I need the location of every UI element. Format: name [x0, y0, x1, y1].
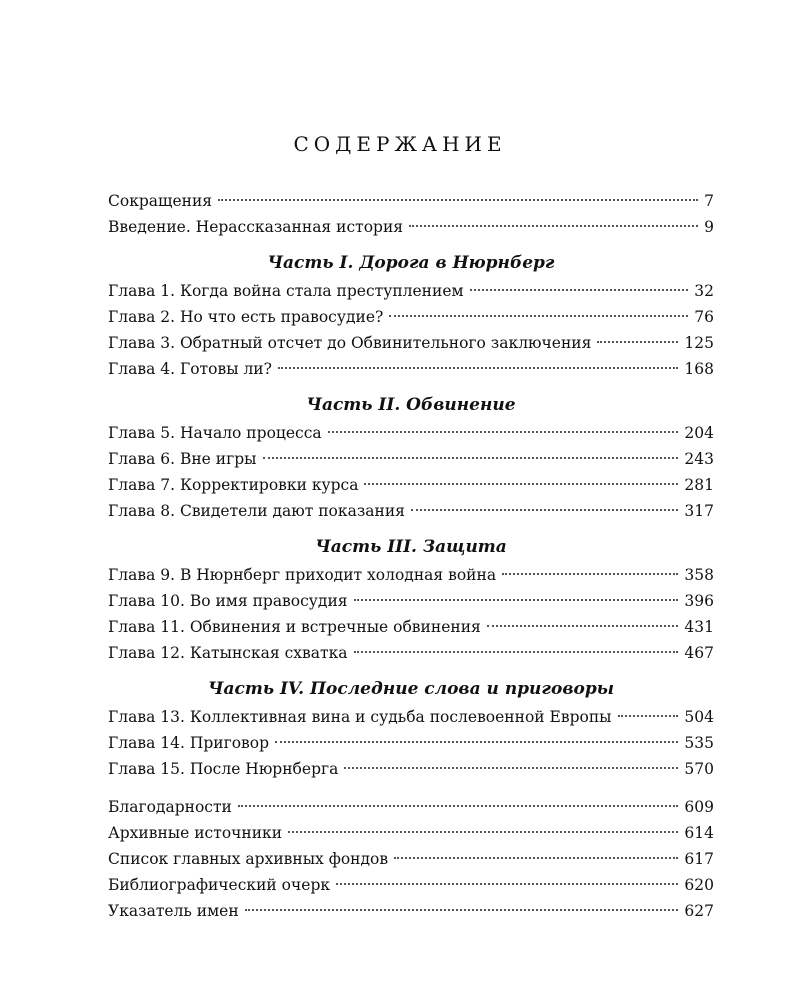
entry-label: Глава 8. Свидетели дают показания: [108, 502, 405, 520]
entry-label: Глава 11. Обвинения и встречные обвинения: [108, 618, 481, 636]
entry-label: Глава 4. Готовы ли?: [108, 360, 272, 378]
toc-entry-chapter-6[interactable]: [108, 446, 714, 472]
toc-entry-chapter-5[interactable]: [108, 420, 714, 446]
entry-page: 614: [684, 824, 714, 842]
entry-page: 168: [684, 360, 714, 378]
entry-page: 620: [684, 876, 714, 894]
entry-label: Сокращения: [108, 192, 213, 210]
toc-entry-introduction[interactable]: [108, 214, 714, 240]
dot-leader: [328, 431, 679, 433]
dot-leader: [470, 289, 689, 291]
toc-entry-chapter-15[interactable]: [108, 756, 714, 782]
dot-leader: [278, 367, 678, 369]
entry-page: 504: [684, 708, 714, 726]
toc-entry-chapter-7[interactable]: [108, 472, 714, 498]
toc-entry-chapter-3[interactable]: [108, 330, 714, 356]
entry-label: Благодарности: [108, 798, 232, 816]
entry-label: Глава 3. Обратный отсчет до Обвинительного заключения: [108, 334, 592, 352]
toc-entry-chapter-10[interactable]: [108, 588, 714, 614]
dot-leader: [364, 483, 678, 485]
dot-leader: [275, 741, 678, 743]
dot-leader: [389, 315, 688, 317]
toc-entry-chapter-11[interactable]: [108, 614, 714, 640]
toc-entry-bibliography[interactable]: [108, 872, 714, 898]
toc-entry-chapter-4[interactable]: [108, 356, 714, 382]
toc-entry-abbreviations[interactable]: [108, 188, 714, 214]
entry-label: Указатель имен: [108, 902, 239, 920]
toc-entry-chapter-12[interactable]: [108, 640, 714, 666]
entry-page: 7: [704, 192, 714, 210]
toc-entry-chapter-13[interactable]: [108, 704, 714, 730]
entry-label: Глава 7. Корректировки курса: [108, 476, 359, 494]
part-heading-3: Часть III. Защита: [315, 537, 507, 557]
toc-entry-chapter-9[interactable]: [108, 562, 714, 588]
entry-page: 535: [684, 734, 714, 752]
entry-page: 281: [684, 476, 714, 494]
dot-leader: [288, 831, 678, 833]
dot-leader: [487, 625, 679, 627]
dot-leader: [411, 509, 678, 511]
entry-page: 627: [684, 902, 714, 920]
dot-leader: [218, 199, 698, 201]
entry-page: 609: [684, 798, 714, 816]
entry-label: Глава 15. После Нюрнберга: [108, 760, 339, 778]
entry-label: Библиографический очерк: [108, 876, 331, 894]
dot-leader: [354, 599, 679, 601]
entry-label: Глава 1. Когда война стала преступлением: [108, 282, 464, 300]
entry-label: Глава 10. Во имя правосудия: [108, 592, 348, 610]
entry-label: Глава 6. Вне игры: [108, 450, 257, 468]
entry-page: 617: [684, 850, 714, 868]
table-of-contents: [108, 188, 714, 924]
entry-label: Глава 5. Начало процесса: [108, 424, 322, 442]
part-heading-1: Часть I. Дорога в Нюрнберг: [267, 253, 555, 273]
entry-page: 467: [684, 644, 714, 662]
dot-leader: [336, 883, 678, 885]
page-title: СОДЕРЖАНИЕ: [293, 132, 507, 156]
dot-leader: [618, 715, 679, 717]
toc-entry-chapter-2[interactable]: [108, 304, 714, 330]
dot-leader: [409, 225, 698, 227]
entry-page: 9: [704, 218, 714, 236]
entry-label: Глава 2. Но что есть правосудие?: [108, 308, 384, 326]
dot-leader: [502, 573, 678, 575]
entry-label: Глава 9. В Нюрнберг приходит холодная война: [108, 566, 497, 584]
toc-entry-chapter-8[interactable]: [108, 498, 714, 524]
entry-page: 204: [684, 424, 714, 442]
section-spacer: [108, 782, 714, 794]
entry-label: Глава 14. Приговор: [108, 734, 270, 752]
dot-leader: [263, 457, 679, 459]
entry-page: 32: [694, 282, 714, 300]
part-heading-2: Часть II. Обвинение: [306, 395, 516, 415]
toc-entry-chapter-1[interactable]: [108, 278, 714, 304]
dot-leader: [394, 857, 678, 859]
dot-leader: [344, 767, 678, 769]
toc-entry-archival-fonds[interactable]: [108, 846, 714, 872]
toc-entry-acknowledgements[interactable]: [108, 794, 714, 820]
entry-label: Глава 13. Коллективная вина и судьба послевоенной Европы: [108, 708, 612, 726]
entry-page: 570: [684, 760, 714, 778]
dot-leader: [245, 909, 679, 911]
entry-page: 317: [684, 502, 714, 520]
dot-leader: [597, 341, 678, 343]
entry-label: Архивные источники: [108, 824, 283, 842]
entry-label: Список главных архивных фондов: [108, 850, 389, 868]
dot-leader: [354, 651, 679, 653]
dot-leader: [238, 805, 679, 807]
part-heading-4: Часть IV. Последние слова и приговоры: [207, 679, 615, 699]
entry-page: 358: [684, 566, 714, 584]
entry-label: Глава 12. Катынская схватка: [108, 644, 348, 662]
toc-entry-archival-sources[interactable]: [108, 820, 714, 846]
toc-entry-name-index[interactable]: [108, 898, 714, 924]
toc-entry-chapter-14[interactable]: [108, 730, 714, 756]
entry-page: 125: [684, 334, 714, 352]
entry-page: 431: [684, 618, 714, 636]
entry-page: 396: [684, 592, 714, 610]
entry-label: Введение. Нерассказанная история: [108, 218, 404, 236]
entry-page: 76: [694, 308, 714, 326]
entry-page: 243: [684, 450, 714, 468]
